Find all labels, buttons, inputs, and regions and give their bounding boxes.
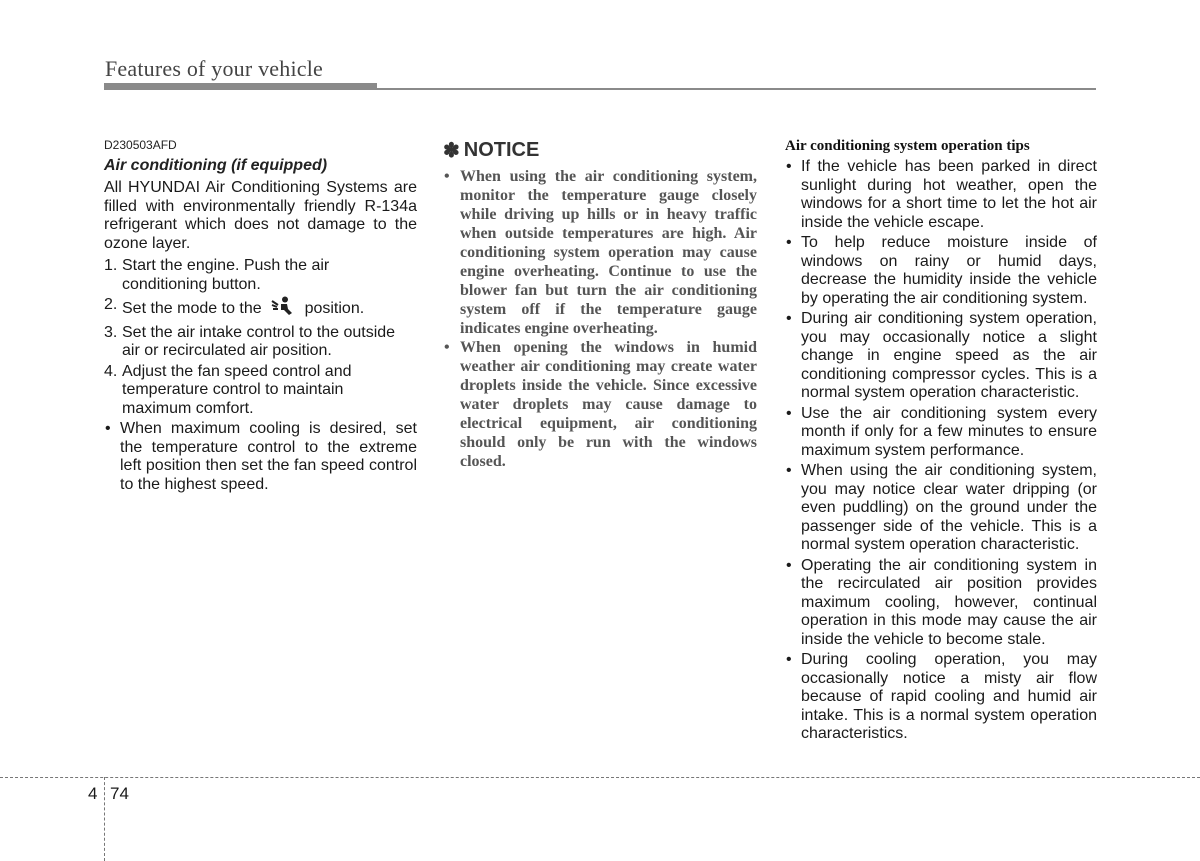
notice-item: • When using the air conditioning system, monitor the temperature gauge closely while driving up hills or in heavy traffic when outside temperatures are high. Air conditioning system operation may cause engine overheating. Continue to use the blower fan but turn the air conditioning system off if the temperature gauge indicates engine overheating. (443, 167, 757, 338)
left-column (104, 138, 417, 496)
page-header-title: Features of your vehicle (105, 56, 324, 81)
step-number: 3. (104, 323, 118, 341)
header-rule-thin (104, 88, 1096, 90)
bullet-item: • When maximum cooling is desired, set the temperature control to the extreme left position then set the fan speed control to the highest speed. (104, 420, 417, 494)
page-number: 74 (110, 784, 129, 803)
notice-box (443, 138, 757, 471)
section-code: D230503AFD (104, 138, 177, 152)
tip-item: • During cooling operation, you may occasionally notice a misty air flow because of rapid cooling and humid air intake. This is a normal system operation characteristics. (785, 651, 1097, 744)
notice-list (443, 167, 757, 471)
footer-divider (0, 777, 1200, 778)
steps-list (104, 257, 417, 418)
tip-item: • Use the air conditioning system every month if only for a few minutes to ensure maximum system performance. (785, 405, 1097, 461)
step-text-before: Set the mode to the (122, 300, 262, 317)
notice-heading (443, 138, 757, 163)
notice-title: NOTICE (463, 139, 540, 161)
floor-defrost-mode-icon (270, 296, 296, 322)
step-number: 1. (104, 257, 118, 274)
step-number: 2. (104, 296, 118, 313)
tip-item: • When using the air conditioning system, you may notice clear water dripping (or even puddling) on the ground under the passenger side of the vehicle. This is a normal system operation characteristic. (785, 462, 1097, 555)
step-number: 4. (104, 362, 118, 380)
chapter-number: 4 (88, 784, 98, 803)
footer-vertical-divider (104, 777, 105, 861)
step-item (104, 257, 417, 294)
left-bullet-list (104, 420, 417, 494)
step-item (104, 324, 417, 361)
tips-heading: Air conditioning system operation tips (785, 138, 1030, 154)
tip-item: • If the vehicle has been parked in direct sunlight during hot weather, open the windows for a short time to let the hot air inside the vehicle escape. (785, 158, 1097, 232)
step-text: Set the air intake control to the outside air or recirculated air position. (122, 323, 396, 359)
step-text: Start the engine. Push the air conditioning button. (122, 257, 330, 293)
tips-list (785, 158, 1097, 744)
tips-column (785, 138, 1097, 746)
tip-item: • During air conditioning system operation, you may occasionally notice a slight change in engine speed as the air conditioning compressor cycles. This is a normal system operation characteristic. (785, 310, 1097, 403)
section-heading: Air conditioning (if equipped) (104, 157, 328, 174)
step-text-after: position. (304, 300, 365, 317)
tip-item: • Operating the air conditioning system in the recirculated air position provides maximum cooling, however, continual operation in this mode may cause the air inside the vehicle to become stale. (785, 557, 1097, 650)
tip-item: • To help reduce moisture inside of windows on rainy or humid days, decrease the humidity inside the vehicle by operating the air conditioning system. (785, 234, 1097, 308)
intro-paragraph: All HYUNDAI Air Conditioning Systems are filled with environmentally friendly R-134a refrigerant which does not damage to the ozone layer. (104, 179, 417, 252)
step-item (104, 296, 417, 322)
step-text: Adjust the fan speed control and temperature control to maintain maximum comfort. (122, 362, 352, 417)
notice-item: • When opening the windows in humid weather air conditioning may create water droplets inside the vehicle. Since excessive water droplets may cause damage to electrical equipment, air conditioning should only be run with the windows closed. (443, 338, 757, 471)
notice-star-icon: ✽ (443, 140, 460, 162)
step-item (104, 363, 417, 419)
